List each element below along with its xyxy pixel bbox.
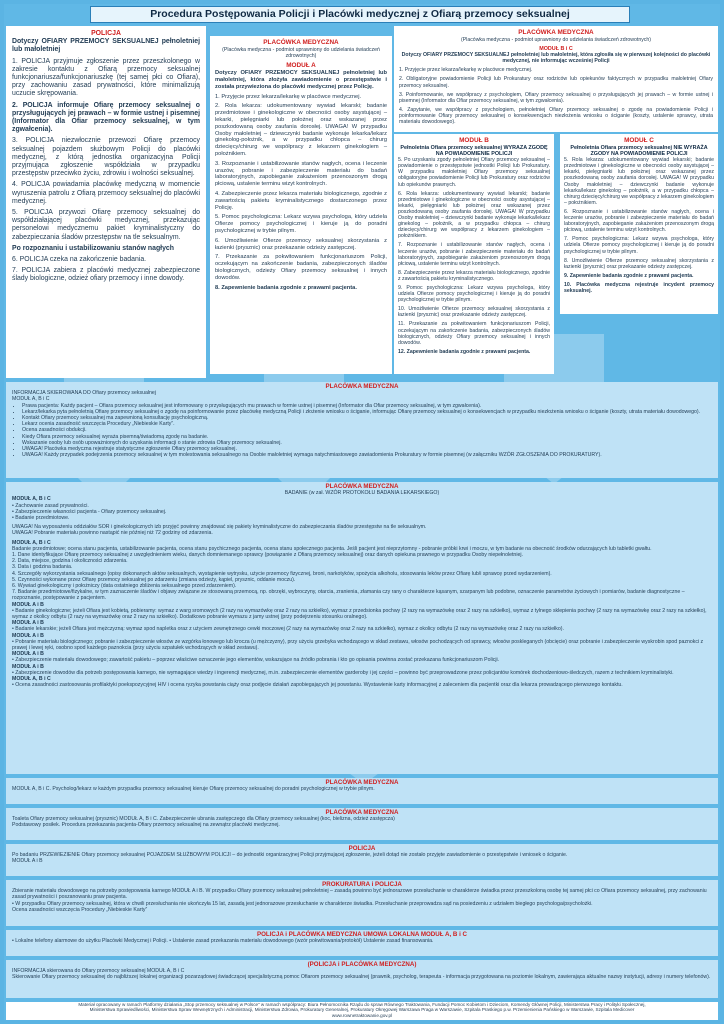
policja-column (6, 26, 206, 378)
modul-a-heading: PLACÓWKA MEDYCZNA (263, 39, 339, 46)
modul-b-step-6: 6. Rola lekarza: udokumentowany wywiad lekarski; badanie przedmiotowe i ginekologiczne w obecności osoby asystującej – lekarki, pielęgniarki lub położnej oraz wskazanej przez poszkodowaną osoby zaufania dorosłej. UWAGA! W przypadku Osoby małoletniej – dziewczynki badanie wykonuje lekarka/lekarz ginekolog – położnik, a w przypadku chłopca – chirurg dziecięcy/chirurg we współpracy z lekarzem ginekologiem – położnikiem. (398, 190, 550, 240)
prosecution-text-3: Ocena zasadności wszczęcia Procedury „Niebieskie Karty” (12, 906, 148, 913)
exam-detail-13: • Zabezpieczenie dowodów dla potrzeb postępowania karnego, nie wymagające wiedzy i ingerencji medycznej, m.in. zabezpieczenie elementów garderoby i jej części – powinno być przeprowadzone przez policjantów komórek dochodzeniowo-śledczych, razem z technikiem kryminalistyki. (12, 669, 674, 676)
hygiene-heading: PLACÓWKA MEDYCZNA (325, 809, 399, 816)
info-section (6, 382, 718, 478)
exam-module-label-8: MODUŁ A, B i C (12, 676, 51, 683)
modul-a-step-6: 6. Umożliwienie Ofierze przemocy seksualnej skorzystania z łazienki (prysznic) oraz przekazanie odzieży zastępczej. (215, 237, 387, 251)
policja-heading: POLICJA (91, 30, 121, 37)
exam-detail-9: • Badanie ginekologiczne; jeżeli Ofiara jest kobietą, pobieramy: wymaz z warg sromowych (2 razy na wymazówkę oraz 2 razy na szkiełko), wymaz z przedsionka pochwy (2 razy na wymazówkę oraz 2 razy na szkiełko), wymaz z tylnego sklepienia pochwy (2 razy na wymazówkę oraz 2 razy na szkiełko), wymaz z okolicy odbytu (2 razy na wymazówkę oraz 2 razy na szkiełko). Dodatkowo pobranie wymazu z jamy ustnej (przy podejrzeniu stosunku oralnego). (12, 607, 707, 621)
exam-warning-2: UWAGA! Pobranie materiału powinno nastąpić nie później niż 72 godziny od zdarzenia. (12, 530, 213, 537)
modul-bc-step-2: 2. Obligatoryjne powiadomienie Policji lub Prokuratury oraz rodziców lub opiekunów faktycznych w przypadku małoletniej Ofiary przemocy seksualnej. (399, 76, 713, 89)
modul-b-step-11: 11. Przekazanie za pokwitowaniem funkcjonariuszom Policji, oczekującym na zakończenie badania, zabezpieczonych śladów biologicznych, odzieży Ofiary przemocy seksualnej i innych dowodów. (398, 321, 550, 346)
exam-detail-7: 6. Wywiad ginekologiczny i położniczy (data ostatniego zbliżenia seksualnego przed zdarzeniem). (12, 583, 237, 590)
list-item: • Wskazanie osoby lub osób upoważnionych do uzyskania informacji o stanie zdrowia Ofiary przemocy seksualnej. (22, 440, 712, 446)
modul-b-heading: MODUŁ B (459, 137, 489, 144)
exam-module-label-4: MODUŁ A i B (12, 620, 44, 627)
modul-bc-column (394, 26, 718, 132)
modul-c-step-5: 5. Rola lekarza: udokumentowany wywiad lekarski; badanie przedmiotowe i ginekologiczne w obecności osoby asystującej – lekarki, pielęgniarki lub położnej oraz wskazanej przez poszkodowaną osoby zaufania dorosłej. UWAGA! W przypadku Osoby małoletniej – dziewczynki badanie wykonuje lekarka/lekarz ginekolog – położnik, a w przypadku chłopca – chirurg dziecięcy/chirurg we współpracy z lekarzem ginekologiem – położnikiem. (564, 157, 714, 206)
modul-a-step-8: 8. Zapewnienie badania zgodnie z prawami pacjenta. (215, 284, 357, 291)
modul-a-intro: Dotyczy OFIARY PRZEMOCY SEKSUALNEJ pełnoletniej lub małoletniej, która złożyła zawiadomienie o przestępstwie i została przywieziona do placówki medycznej przez Policję. (215, 70, 387, 90)
exam-detail-11: • Pobranie materiału biologicznego; pobranie i zabezpieczenie włosów ze wzgórka łonowego lub krocza (u mężczyzny), przy użyciu grzebyka wchodzącego w skład zestawu, włosów pochodzących od sprawcy, włosów poskleganych (obcięcie) oraz pobranie i zabezpieczenie wyskrobin spod paznokci z prawej i lewej ręki, osobno spod każdego paznokcia (przy użyciu szpatułek wchodzących w skład zestawu). (12, 638, 704, 652)
referral-text: Skierowanie Ofiary przemocy seksualnej do najbliższej lokalnej organizacji pozarządowej świadczącej specjalistyczną pomoc Ofiarom przemocy seksualnej (prawnik, psycholog, terapeuta - informacja przygotowana na poziomie lokalnym, zawierająca aktualne nazwy instytucji, adresy i numery telefonów). (12, 974, 711, 981)
modul-a-step-4: 4. Zabezpieczenie przez lekarza materiału biologicznego, zgodnie z zawartością pakietu kryminalistycznego dostarczonego przez Policję. (215, 190, 387, 211)
prosecution-heading: PROKURATURA i POLICJA (322, 881, 402, 888)
exam-heading: PLACÓWKA MEDYCZNA (325, 483, 399, 490)
prosecution-section (6, 880, 718, 926)
modul-b-sub: Pełnoletnia Ofiara przemocy seksualnej WYRAZA ZGODĘ NA POWIADOMIENIE POLICJI (400, 145, 548, 158)
police-transport-module: MODUŁ A i B (12, 858, 43, 865)
policja-step-5: 5. POLICJA przywozi Ofiarę przemocy seksualnej do współdziałającej placówki medycznej, przekazując personelowi medycznemu pakiet kryminalistyczny do zabezpieczania śladów przestępstw na tle seksualnym. (12, 209, 200, 241)
footer (6, 1002, 718, 1020)
police-transport-text: Po badaniu PRZEWIEZIENIE Ofiary przemocy seksualnej POJAZDEM SŁUŻBOWYM POLICJI – do jednostki organizacyjnej Policji przyjmującej zgłoszenie, jeżeli dotąd nie zostało przyjęte zawiadomienie o przestępstwie i wniosek o ściganie. (12, 852, 568, 859)
police-transport-section (6, 844, 718, 876)
exam-detail-1: Badanie przedmiotowe; ocena stanu pacjenta, ustabilizowanie pacjenta, ocena stanu psychicznego pacjenta, ocena stanu społecznego pacjenta. Jeśli pacjent jest nieprzytomny - pobranie próbki krwi i moczu, w tym badanie na obecność środków odurzających lub tabletki gwałtu. (12, 545, 652, 552)
exam-sub: BADANIE (w zał. WZÓR PROTOKOŁU BADANIA LEKARSKIEGO) (284, 490, 440, 497)
modul-bc-heading: PLACÓWKA MEDYCZNA (518, 29, 594, 36)
modul-a-step-3: 3. Rozpoznanie i ustabilizowanie stanów nagłych, ocena i leczenie urazów, pobranie i zabezpieczenie materiału do badań laboratoryjnych, zapobieganie zakażeniom przenoszonym drogą płciową, ustalenie terminu wizyt kontrolnych. (215, 160, 387, 188)
info-intro-2: MODUŁ A, B i C (12, 396, 50, 403)
list-item: • Kiedy Ofiara przemocy seksualnej wyraża pisemną/świadomą zgodę na badanie. (22, 434, 712, 440)
exam-detail-8: 7. Badanie przedmiotowe/fizykalne, w tym zaznaczenie śladów i objawy związane ze stosowaną przemocą, np. obrzęki, wybroczyny, otarcia, zranienia, złamania czy rany o charakterze kąsanym, szarpanym lub podobne, oznaczenie parametrów życiowych i pomiarów, badanie diagnostyczne – rozpoznanie, postępowanie z pacjentem. (12, 589, 685, 602)
policja-intro: Dotyczy OFIARY PRZEMOCY SEKSUALNEJ pełnoletniej lub małoletniej (12, 38, 200, 54)
modul-b-step-12: 12. Zapewnienie badania zgodnie z prawami pacjenta. (398, 348, 531, 355)
exam-detail-10: • Badanie lekarskie; jeżeli Ofiara jest mężczyzną: wymaz spod napletka oraz z użyciem zewnętrznego cewki moczowej (2 razy na wymazówkę oraz 2 razy na szkiełko), wymaz z okolicy odbytu (2 razy na wymazówkę oraz 2 razy na szkiełko). (12, 626, 564, 633)
modul-c-sub: Pełnoletnia Ofiara przemocy seksualnej NIE WYRAŻA ZGODY NA POWIADOMIENIE POLICJI (570, 145, 708, 158)
exam-line-3: • Badanie przedmiotowe. (12, 515, 70, 522)
exam-module-label-2: MODUŁ A, B i C (12, 539, 51, 546)
policja-step-2: 2. POLICJA informuje Ofiarę przemocy seksualnej o przysługujących jej prawach – w formie ustnej i pisemnej (Informator dla Ofiar przemocy seksualnej, w tym zgwałcenia). (12, 101, 200, 134)
list-item: • Kontakt Ofiary przemocy seksualnej ma zapewnioną konsultację psychologiczną. (22, 415, 712, 421)
policja-step-3: 3. POLICJA niezwłocznie przewozi Ofiarę przemocy seksualnej pojazdem służbowym Policji do placówki medycznej, z którą jednostka organizacyjna Policji przyjmująca zgłoszenie współdziała w przypadku przestępstw przeciwko życiu, zdrowiu i wolności seksualnej. (12, 137, 200, 178)
modul-bc-sub: (Placówka medyczna - podmiot uprawniony do udzielania świadczeń zdrowotnych) (460, 37, 651, 43)
info-heading: PLACÓWKA MEDYCZNA (325, 383, 399, 390)
exam-warning-1: UWAGA! Na wyposażeniu oddziałów SOR i ginekologicznych izb przyjęć powinny znajdować się pakiety kryminalistyczne do zabezpieczania śladów przestępstw na tle seksualnym. (12, 524, 427, 531)
hygiene-text-1: Toaleta Ofiary przemocy seksualnej (prysznic) MODUŁ A, B i C. Zabezpieczenie ubrania zastępczego dla Ofiary przemocy seksualnej (koc, bielizna, odzież zastępcza) (12, 816, 395, 823)
modul-c-box (560, 134, 718, 314)
psychology-section (6, 778, 718, 804)
referral-section (6, 960, 718, 998)
referral-sub: INFORMACJA skierowana do Ofiary przemocy seksualnej MODUŁ A, B i C (12, 968, 185, 975)
exam-detail-6: 5. Czynności wykonane przez Ofiarę przemocy seksualnej po zdarzeniu (zmiana odzieży, kąpiel, prysznic, oddanie moczu). (12, 576, 296, 583)
modul-a-step-7: 7. Przekazanie za pokwitowaniem funkcjonariuszom Policji, oczekującym na zakończenie badania, zabezpieczonych śladów biologicznych, odzieży Ofiary przemocy seksualnej i innych dowodów. (215, 254, 387, 281)
exam-module-label-5: MODUŁ A i B (12, 632, 44, 639)
modul-a-step-2: 2. Rola lekarza: udokumentowany wywiad lekarski; badanie przedmiotowe i ginekologiczne w obecności osoby asystującej – lekarki, pielęgniarki lub położnej oraz wskazanej przez poszkodowaną osoby zaufania dorosłej. UWAGA! W przypadku Osoby małoletniej – dziewczynki badanie wykonuje lekarka/lekarz ginekolog-położnik, a w przypadku chłopca – chirurg dziecięcy/chirurg we współpracy z lekarzem ginekologiem – położnikiem. (215, 103, 387, 157)
modul-b-step-5: 5. Po uzyskaniu zgody pełnoletniej Ofiary przemocy seksualnej – powiadomienie o przestępstwie jednostki Policji lub Prokuratury. W przypadku małoletniej Ofiary przemocy seksualnej obligatoryjne powiadomienie Policji lub Prokuratury oraz rodziców lub opiekunów prawnych. (398, 157, 550, 188)
list-item: • UWAGA! Placówka medyczna rejestruje statystyczne zgłoszenie Ofiary przemocy seksualnej. (22, 446, 712, 452)
exam-section (6, 482, 718, 774)
police-transport-heading: POLICJA (348, 845, 376, 852)
policja-note: Po rozpoznaniu i ustabilizowaniu stanów nagłych (12, 244, 174, 252)
exam-module-label-6: MODUŁ A i B (12, 651, 44, 658)
exam-detail-3: 2. Data, miejsce, godzina i okoliczności zdarzenia. (12, 558, 128, 565)
modul-c-step-8: 8. Umożliwienie Ofierze przemocy seksualnej skorzystania z łazienki (prysznic) oraz przekazanie odzieży zastępczej. (564, 257, 714, 270)
modul-b-step-10: 10. Umożliwienie Ofierze przemocy seksualnej skorzystania z łazienki (prysznic) oraz przekazanie odzieży zastępczej. (398, 306, 550, 319)
modul-a-label: MODUŁ A (286, 62, 316, 70)
exam-detail-2: 1. Dane identyfikujące Ofiarę przemocy seksualnej z uwzględnieniem wieku, danych domniemanego sprawcy (powiązanie z Ofiarą przemocy seksualnej) oraz danych opiekuna prawnego w przypadku Osoby niepełnoletniej. (12, 552, 523, 559)
footer-link[interactable]: www.rownetraktowanie.gov.pl (331, 1012, 393, 1018)
modul-bc-step-4: 4. Zapytanie, we współpracy z psychologiem, pełnoletniej Ofiary przemocy seksualnej o zgodę na powiadomienie Policji i poinformowanie Ofiary przemocy seksualnej o konsekwencjach niezłożenia wniosku o ściganie (koszty, ustalenie sprawcy, utrata materiału dowodowego). (399, 106, 713, 126)
footer-line-1: Materiał opracowany w ramach Platformy działania „Stop przemocy seksualnej w Polsce” w ramach współpracy: Biura Pełnomocnika Rządu do spraw Równego Traktowania, Fundacji Pomoc Kobietom i Dzieciom, Komendy Głównej Policji, Ministerstwa Pracy i Polityki Społecznej, (78, 1002, 646, 1007)
modul-bc-step-3: 3. Poinformowanie, we współpracy z psychologiem, Ofiary przemocy seksualnej o przysługujących jej prawach – w formie ustnej i pisemnej (Informator dla Ofiar przemocy seksualnej, w tym zgwałcenia). (399, 91, 713, 104)
list-item: • Lekarz/lekarka pyta pełnoletnią Ofiarę przemocy seksualnej o zgodę na poinformowanie przez placówkę medyczną Policji i złożenie wniosku o ściganie, informując Ofiarę przemocy seksualnej o konsekwencjach w przypadku niezłożenia wniosku o ściganie (koszty, utrata materiału dowodowego). (22, 409, 712, 415)
info-intro-1: INFORMACJA SKIEROWANA DO Ofiary przemocy seksualnej (12, 390, 156, 397)
modul-c-step-9: 9. Zapewnienie badania zgodnie z prawami pacjenta. (564, 272, 694, 279)
modul-a-sub: (Placówka medyczna - podmiot uprawniony do udzielania świadczeń zdrowotnych) (222, 47, 380, 60)
exam-line-1: • Zachowanie zasad prywatności. (12, 502, 89, 509)
exam-detail-12: • Zabezpieczenie materiału dowodowego; zawartość pakietu – poprzez właściwe oznaczenie jego elementów, wskazujące na źródło pobrania i kto go opisania powinna zostać przekazana funkcjonariuszom Policji. (12, 657, 500, 664)
local-agreement-heading: POLICJA i PLACÓWKA MEDYCZNA UMOWA LOKALNA MODUŁ A, B i C (256, 931, 467, 938)
exam-detail-5: 4. Szczegóły wykorzystania seksualnego (opisy dokonanych aktów seksualnych, wystąpienie wytrysku, użycie przemocy fizycznej, broni, narkotyków, spożycia alkoholu, stosowania leków przez Ofiarę lub/i sprawcę przed wydarzeniem). (12, 570, 552, 577)
list-item: • Lekarz ocenia zasadność wszczęcia Procedury „Niebieskie Karty”. (22, 421, 712, 427)
footer-line-2: Ministerstwa Sprawiedliwości, Ministerstwa Spraw Wewnętrznych i Administracji, Ministerstwa Zdrowia, Prokuratury Generalnej, Prokuratury Okręgowej Warszawa Praga w Warszawie, Szpitala Praskiego p.w. Przemienienia Pańskiego w Warszawie, Szpitala Medicover (89, 1007, 635, 1013)
modul-b-step-7: 7. Rozpoznanie i ustabilizowanie stanów nagłych, ocena i leczenie urazów, pobranie i zabezpieczenie materiału do badań laboratoryjnych, zapobieganie zakażeniom przenoszonym drogą płciową, ustalenie terminu wizyt kontrolnych. (398, 242, 550, 267)
list-item: • Prawa pacjenta: Każdy pacjent – Ofiara przemocy seksualnej jest informowany o przysługujących mu prawach w formie ustnej i pisemnej (Informator dla Ofiar przemocy seksualnej, w tym zgwałcenia). (22, 403, 712, 409)
modul-b-box (394, 134, 554, 374)
exam-module-label-7: MODUŁ A i B (12, 663, 44, 670)
modul-c-step-7: 7. Pomoc psychologiczna: Lekarz wzywa psychologa, który udziela Ofierze pomocy psychologicznej i kieruje ją do poradni psychologicznej w trybie pilnym. (564, 236, 714, 255)
modul-b-step-9: 9. Pomoc psychologiczna: Lekarz wzywa psychologa, który udziela Ofierze pomocy psychologicznej i kieruje ją do poradni psychologicznej w trybie pilnym. (398, 284, 550, 304)
list-item: • UWAGA! Każdy przypadek podejrzenia przemocy seksualnej w tym molestowania seksualnego na Osobie małoletniej wymaga natychmiastowego zawiadomienia Prokuratury w formie pisemnej (w załączniku WZÓR ZGŁOSZENIA DO PROKURATURY). (22, 452, 712, 458)
modul-a-step-5: 5. Pomoc psychologiczna: Lekarz wzywa psychologa, który udziela Ofierze pomocy psychologicznej i kieruje ją do poradni psychologicznej w trybie pilnym. (215, 214, 387, 234)
psychology-heading: PLACÓWKA MEDYCZNA (325, 779, 399, 786)
policja-step-7: 7. POLICJA zabiera z placówki medycznej zabezpieczone ślady biologiczne, odzież ofiary przemocy i inne dowody. (12, 267, 200, 283)
psychology-text: MODUŁ A, B i C. Psycholog/lekarz w każdym przypadku przemocy seksualnej kieruje Ofiarę przemocy seksualnej do poradni psychologicznej w trybie pilnym. (12, 786, 375, 793)
modul-bc-intro: Dotyczy OFIARY PRZEMOCY SEKSUALNEJ pełnoletniej lub małoletniej, która zgłosiła się w pierwszej kolejności do placówki medycznej, nie informując wcześniej Policji (401, 52, 711, 65)
modul-c-step-6: 6. Rozpoznanie i ustabilizowanie stanów nagłych, ocena i leczenie urazów, pobranie i zabezpieczenie materiału do badań laboratoryjnych, zapobieganie zakażeniom przenoszonym drogą płciową, ustalenie terminu wizyt kontrolnych. (564, 208, 714, 234)
exam-detail-4: 3. Data i godzina badania. (12, 564, 73, 571)
local-agreement-section (6, 930, 718, 956)
referral-heading: (POLICJA i PLACÓWKA MEDYCZNA) (307, 961, 417, 968)
page-title: Procedura Postępowania Policji i Placówki medycznej z Ofiarą przemocy seksualnej (90, 6, 630, 23)
prosecution-text-2: • W przypadku Ofiary przemocy seksualnej, która w chwili przesłuchania nie ukończyła 15 lat, zasadą jest jednorazowe przesłuchanie w charakterze świadka. Przesłuchanie przeprowadza sąd na posiedzeniu z udziałem biegłego psychologa/psycholożki. (12, 900, 593, 907)
list-item: • Ocena zasadności obdukcji. (22, 427, 712, 433)
policja-step-4: 4. POLICJA powiadamia placówkę medyczną w momencie wyruszenia patrolu z Ofiarą przemocy seksualnej do placówki medycznej. (12, 181, 200, 205)
modul-a-step-1: 1. Przyjęcie przez lekarza/lekarkę w placówce medycznej. (215, 93, 362, 100)
exam-module-label: MODUŁ A, B i C (12, 496, 51, 503)
info-list (12, 403, 712, 459)
poster-page (4, 4, 720, 1020)
modul-c-heading: MODUŁ C (624, 137, 654, 144)
exam-module-label-3: MODUŁ A i B (12, 601, 44, 608)
modul-b-step-8: 8. Zabezpieczenie przez lekarza materiału biologicznego, zgodnie z zawartością pakietu kryminalistycznego. (398, 269, 550, 282)
prosecution-text-1: Zbieranie materiału dowodowego na potrzeby postępowania karnego MODUŁ A i B. W przypadku Ofiary przemocy seksualnej pełnoletniej – zasadą powinno być jednorazowe przesłuchanie w charakterze świadka przez przeszkoloną osobę tej samej płci co Ofiara przemocy seksualnej, przy zachowaniu zasad prywatności i poszanowaniu praw pacjenta. (12, 888, 707, 901)
exam-detail-14: • Ocena zasadności zastosowania profilaktyki poekspozycyjnej HIV i ocena ryzyka powstania ciąży oraz podjęcie działań zapobiegających jej powstaniu. Wystawienie karty informacyjnej z zaleceniem dla pacjentki oraz dla lekarza prowadzącego pierwszego kontaktu. (12, 682, 623, 689)
modul-a-column (210, 36, 392, 374)
hygiene-text-2: Podstawowy posiłek. Procedura przekazania pacjenta-Ofiary przemocy seksualnej na zewnątrz placówki medycznej. (12, 822, 280, 829)
modul-bc-label: MODUŁ B i C (539, 46, 573, 53)
hygiene-section (6, 808, 718, 840)
policja-step-1: 1. POLICJA przyjmuje zgłoszenie przez przeszkolonego w zakresie kontaktu z Ofiarą przemocy seksualnej funkcjonariusza/funkcjonariuszkę (tej samej płci co Ofiara), przy zachowaniu zasad prywatności, które minimalizują uczucie skrępowania. (12, 57, 200, 98)
local-agreement-text: • Lokalne telefony alarmowe do użytku Placówki Medycznej i Policji. • Ustalenie zasad przekazania materiału dowodowego (wzór pokwitowania/protokół) Ustalenie zasad finansowania. (12, 938, 434, 945)
modul-c-step-10: 10. Placówka medyczna rejestruje incydent przemocy seksualnej. (564, 281, 714, 294)
modul-bc-step-1: 1. Przyjęcie przez lekarza/lekarkę w placówce medycznej. (399, 67, 533, 74)
exam-line-2: • Zabezpieczenie własności pacjenta - Ofiary przemocy seksualnej. (12, 508, 167, 515)
policja-step-6: 6. POLICJA czeka na zakończenie badania. (12, 256, 147, 264)
